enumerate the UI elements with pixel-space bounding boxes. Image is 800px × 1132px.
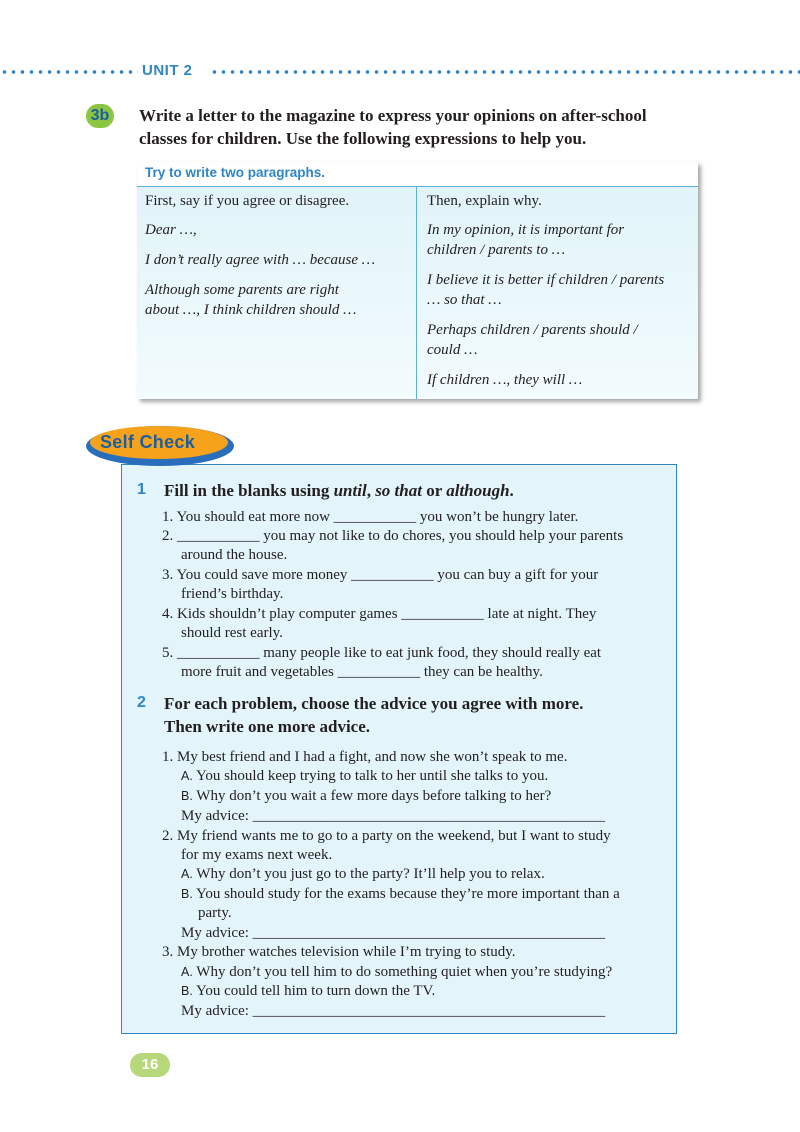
q1-item: 1. You should eat more now ___________ you won’t be hungry later. xyxy=(162,509,579,525)
expressions-box-header xyxy=(137,162,698,187)
header-dots-right xyxy=(210,69,800,75)
q1-end: . xyxy=(509,481,514,500)
question-2-title xyxy=(164,692,583,738)
instruction-line-1: Write a letter to the magazine to express your opinions on after-school xyxy=(139,106,647,125)
q1-item: 2. ___________ you may not like to do chores, you should help your parents xyxy=(162,528,624,544)
option-text: Why don’t you tell him to do something quiet when you’re studying? xyxy=(196,964,613,980)
q2-option: party. xyxy=(198,905,232,921)
question-1-title xyxy=(164,479,514,502)
q2-title-line-1: For each problem, choose the advice you agree with more. xyxy=(164,694,584,713)
question-2-number: 2 xyxy=(137,694,146,711)
q1-word-so-that: so that xyxy=(375,481,422,500)
q2-problem: for my exams next week. xyxy=(181,847,333,863)
left-heading: First, say if you agree or disagree. xyxy=(145,193,350,209)
option-letter: B. xyxy=(181,789,193,803)
q1-sep: , xyxy=(366,481,376,500)
option-letter: A. xyxy=(181,867,193,881)
left-expression: about …, I think children should … xyxy=(145,302,357,318)
exercise-3b-badge: 3b xyxy=(86,104,114,128)
right-expression: If children …, they will … xyxy=(427,372,583,388)
page-number: 16 xyxy=(130,1053,170,1077)
right-expression: … so that … xyxy=(427,292,502,308)
q1-title-text: Fill in the blanks using xyxy=(164,481,334,500)
q2-problem: 2. My friend wants me to go to a party on the weekend, but I want to study xyxy=(162,828,611,844)
expressions-box xyxy=(137,162,698,399)
right-expression: could … xyxy=(427,342,478,358)
left-expression: I don’t really agree with … because … xyxy=(145,252,376,268)
q2-option xyxy=(181,767,548,786)
right-heading: Then, explain why. xyxy=(427,193,542,209)
q2-option xyxy=(181,963,612,982)
q1-sep: or xyxy=(421,481,447,500)
q2-problem: 1. My best friend and I had a fight, and now she won’t speak to me. xyxy=(162,749,568,765)
q1-item: 5. ___________ many people like to eat junk food, they should really eat xyxy=(162,645,602,661)
q2-option xyxy=(181,982,435,1001)
q2-option xyxy=(181,865,545,884)
expressions-box-title: Try to write two paragraphs. xyxy=(145,165,326,180)
right-expression: In my opinion, it is important for xyxy=(427,222,625,238)
option-letter: B. xyxy=(181,887,193,901)
q1-word-although: although xyxy=(446,481,510,500)
q1-item: more fruit and vegetables ___________ they can be healthy. xyxy=(181,664,543,680)
q2-option xyxy=(181,885,620,904)
advice-line: My advice: _______________________________________________ xyxy=(181,808,606,824)
q1-item: 4. Kids shouldn’t play computer games ___________ late at night. They xyxy=(162,606,597,622)
instruction-line-2: classes for children. Use the following expressions to help you. xyxy=(139,129,587,148)
option-text: You should study for the exams because they’re more important than a xyxy=(196,886,620,902)
option-text: Why don’t you wait a few more days before talking to her? xyxy=(196,788,552,804)
option-letter: B. xyxy=(181,984,193,998)
left-expression: Dear …, xyxy=(145,222,197,238)
option-text: Why don’t you just go to the party? It’ll help you to relax. xyxy=(196,866,545,882)
option-letter: A. xyxy=(181,769,193,783)
q1-item: friend’s birthday. xyxy=(181,586,284,602)
header-dots-left xyxy=(0,69,138,75)
right-expression: children / parents to … xyxy=(427,242,566,258)
option-text: You should keep trying to talk to her until she talks to you. xyxy=(196,768,549,784)
option-letter: A. xyxy=(181,965,193,979)
q1-item: 3. You could save more money ___________ you can buy a gift for your xyxy=(162,567,599,583)
advice-line: My advice: _______________________________________________ xyxy=(181,1003,606,1019)
self-check-title: Self Check xyxy=(100,432,196,452)
right-expression: Perhaps children / parents should / xyxy=(427,322,638,338)
column-divider xyxy=(416,187,417,399)
q1-word-until: until xyxy=(333,481,367,500)
advice-line: My advice: _______________________________________________ xyxy=(181,925,606,941)
q2-title-line-2: Then write one more advice. xyxy=(164,717,371,736)
exercise-3b-instruction xyxy=(139,104,719,150)
left-expression: Although some parents are right xyxy=(145,282,339,298)
question-1-number: 1 xyxy=(137,481,146,498)
option-text: You could tell him to turn down the TV. xyxy=(196,983,436,999)
right-expression: I believe it is better if children / parents xyxy=(427,272,665,288)
unit-title: UNIT 2 xyxy=(142,62,193,79)
q2-problem: 3. My brother watches television while I’m trying to study. xyxy=(162,944,516,960)
q1-item: around the house. xyxy=(181,547,288,563)
q1-item: should rest early. xyxy=(181,625,283,641)
q2-option xyxy=(181,787,551,806)
